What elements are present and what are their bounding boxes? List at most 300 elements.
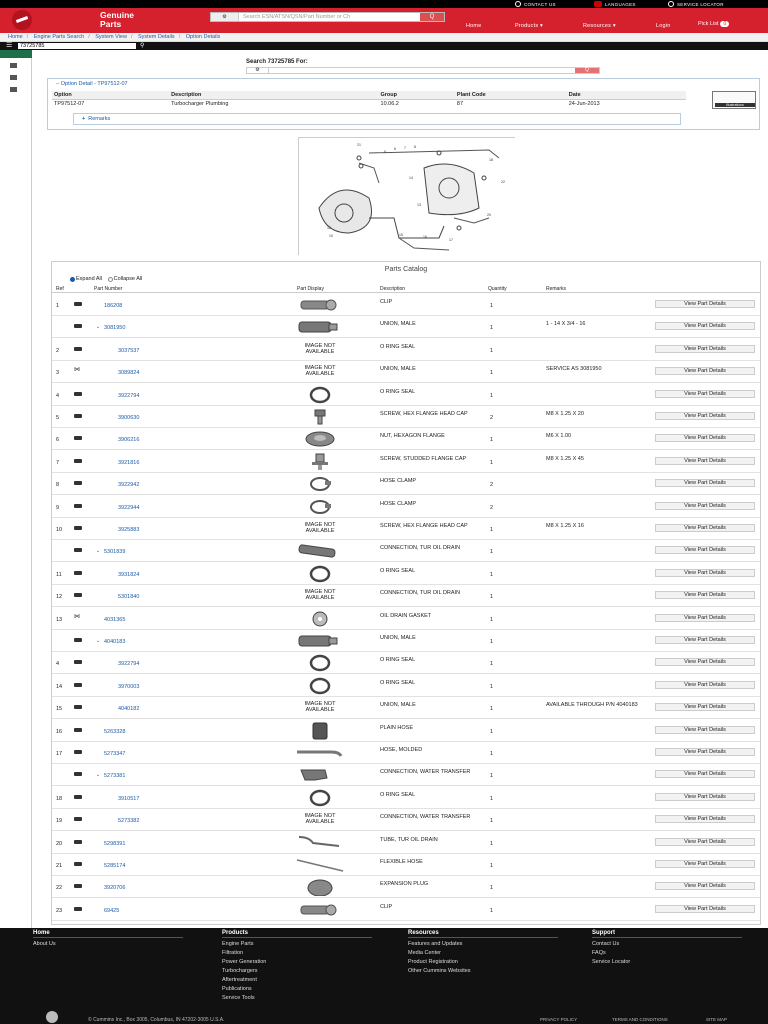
cart-icon[interactable] (10, 87, 17, 92)
parts-table-row (52, 652, 760, 674)
part-description: CLIP (380, 903, 393, 910)
part-number-link[interactable]: 5273382 (118, 818, 140, 825)
view-part-details-button[interactable]: View Part Details (655, 457, 755, 465)
part-image[interactable] (295, 878, 345, 896)
footer-heading[interactable]: Resources (408, 930, 558, 938)
part-description: O RING SEAL (380, 791, 416, 798)
nav-login[interactable]: Login (656, 23, 671, 29)
part-quantity: 1 (490, 594, 494, 601)
nav-products[interactable]: Products ▾ (515, 23, 544, 29)
part-number-link[interactable]: 4040183 (104, 639, 126, 645)
ref-number: 4 (56, 661, 60, 668)
document-icon[interactable] (10, 75, 17, 80)
part-number-link[interactable]: 4031365 (104, 616, 126, 623)
view-part-details-button[interactable]: View Part Details (655, 703, 755, 711)
breadcrumb-system-details[interactable]: System Details (138, 34, 175, 40)
part-description: CONNECTION, WATER TRANSFER (380, 769, 471, 776)
part-link-icon[interactable] (74, 436, 82, 440)
parts-table-row (52, 406, 760, 428)
search-for-box (246, 67, 600, 74)
part-number-link[interactable]: 3906216 (118, 437, 140, 444)
cummins-logo[interactable] (12, 10, 32, 30)
view-part-details-button[interactable]: View Part Details (655, 300, 755, 308)
part-number-link[interactable]: 3922794 (118, 392, 140, 399)
view-part-details-button[interactable]: View Part Details (655, 345, 755, 353)
col-part-number: Part Number (94, 286, 123, 292)
ref-number: 5 (56, 415, 60, 421)
service-locator-link[interactable]: SERVICE LOCATOR (668, 1, 724, 7)
part-link-icon[interactable] (74, 660, 82, 664)
collapse-all-radio[interactable] (108, 277, 113, 282)
part-number-link[interactable]: 5263328 (104, 728, 126, 735)
ref-number: 16 (56, 728, 63, 735)
footer-column (408, 930, 558, 974)
part-image[interactable] (295, 296, 345, 314)
col-quantity: Quantity (488, 286, 507, 292)
part-number-link[interactable]: 3910517 (118, 795, 140, 802)
part-number-link[interactable]: 3925883 (118, 527, 140, 533)
ring-icon (295, 386, 345, 404)
parts-table-row (52, 764, 760, 786)
option-table (52, 91, 686, 108)
part-image[interactable] (295, 498, 345, 516)
footer-link[interactable]: Publications (222, 986, 252, 992)
footer-link[interactable]: Turbochargers (222, 968, 258, 974)
part-link-icon[interactable] (74, 683, 82, 687)
part-description: O RING SEAL (380, 343, 416, 350)
parts-table-row (52, 675, 760, 697)
diagram-drawing (299, 138, 516, 256)
parts-table-row (52, 697, 760, 719)
image-not-available: IMAGE NOT AVAILABLE (304, 701, 336, 714)
ref-number: 11 (56, 571, 62, 578)
part-quantity: 2 (490, 504, 494, 511)
part-link-icon[interactable] (74, 571, 82, 575)
ref-number: 14 (56, 683, 63, 690)
part-link-icon[interactable] (74, 392, 82, 396)
part-quantity: 1 (490, 683, 494, 690)
view-part-details-button[interactable]: View Part Details (655, 502, 755, 510)
part-quantity: 1 (490, 706, 494, 713)
flex-icon (295, 856, 345, 874)
part-quantity: 1 (490, 527, 494, 533)
tube-icon (295, 744, 345, 762)
ref-number: 3 (56, 370, 60, 377)
view-part-details-button[interactable]: View Part Details (655, 434, 755, 442)
parts-table-row (52, 540, 760, 562)
image-not-available: IMAGE NOT AVAILABLE (304, 342, 336, 355)
part-number-link[interactable]: 3037537 (118, 347, 140, 354)
part-number-link[interactable]: 5301839 (104, 549, 126, 556)
part-description: SCREW, STUDDED FLANGE CAP (380, 455, 467, 462)
view-part-details-button[interactable]: View Part Details (655, 591, 755, 599)
view-part-details-button[interactable]: View Part Details (655, 658, 755, 666)
part-quantity: 1 (490, 907, 494, 914)
col-part-display: Part Display (297, 286, 324, 292)
footer-link[interactable]: Features and Updates (408, 941, 463, 947)
view-part-details-button[interactable]: View Part Details (655, 546, 755, 554)
part-image[interactable] (295, 386, 345, 404)
part-link-icon[interactable] (74, 504, 82, 508)
superseded-icon: ⋈ (74, 367, 80, 374)
view-part-details-button[interactable]: View Part Details (655, 524, 755, 532)
ref-number: 19 (56, 818, 63, 825)
breadcrumb-home[interactable]: Home (8, 34, 23, 40)
site-header (0, 8, 768, 33)
copyright: © Cummins Inc., Box 3005, Columbus, IN 47202-3005 U.S.A. (88, 1017, 225, 1023)
part-description: FLEXIBLE HOSE (380, 859, 423, 865)
part-link-icon[interactable] (74, 414, 82, 418)
part-link-icon[interactable] (74, 884, 82, 888)
parts-table-header (52, 286, 760, 293)
search-icon[interactable]: ⚲ (140, 43, 145, 49)
collapse-all-label: Collapse All (113, 276, 143, 282)
view-part-details-button[interactable]: View Part Details (655, 636, 755, 644)
footer-heading[interactable]: Products (222, 930, 372, 938)
part-quantity: 2 (490, 415, 494, 421)
footer-link[interactable]: Contact Us (592, 941, 620, 947)
parts-table-row (52, 361, 760, 383)
part-link-icon[interactable] (74, 526, 82, 530)
parts-table-row (52, 294, 760, 316)
parts-table-row (52, 787, 760, 809)
part-link-icon[interactable] (74, 705, 82, 709)
part-link-icon[interactable] (74, 772, 82, 776)
search-type-dropdown[interactable]: ⚙ (211, 13, 239, 21)
part-image[interactable] (295, 901, 345, 919)
part-number-link[interactable]: 3921816 (118, 459, 140, 466)
left-sidebar (0, 50, 32, 928)
view-part-details-button[interactable]: View Part Details (655, 367, 755, 375)
part-image[interactable] (295, 318, 345, 336)
footer-link[interactable]: Filtration (222, 950, 244, 956)
view-part-details-button[interactable]: View Part Details (655, 322, 755, 330)
parts-catalog-title: Parts Catalog (384, 266, 428, 273)
part-quantity: 1 (490, 549, 494, 556)
view-part-details-button[interactable]: View Part Details (655, 390, 755, 398)
hose-icon (295, 722, 345, 740)
part-description: UNION, MALE (380, 702, 416, 709)
callout-label: 18 (489, 158, 493, 162)
pick-list-count: 0 (720, 21, 729, 27)
parts-table-row (52, 809, 760, 831)
view-part-details-button[interactable]: View Part Details (655, 569, 755, 577)
search-button[interactable]: Q (420, 13, 444, 21)
gasket-icon (295, 610, 345, 628)
part-image[interactable] (295, 453, 345, 471)
part-number-link[interactable]: 3089824 (118, 370, 140, 377)
part-description: O RING SEAL (380, 388, 416, 395)
nav-home[interactable]: Home (466, 23, 482, 29)
part-image[interactable] (295, 744, 345, 762)
part-number-link[interactable]: 5301840 (118, 594, 140, 601)
part-link-icon[interactable] (74, 593, 82, 597)
chevron-down-icon[interactable]: ⌄ (96, 324, 101, 331)
part-number-link[interactable]: 5273347 (104, 751, 126, 757)
part-link-icon[interactable] (74, 459, 82, 463)
part-image[interactable] (295, 565, 345, 583)
part-image[interactable] (295, 789, 345, 807)
site-footer (0, 928, 768, 1024)
collapse-icon: − (56, 81, 61, 87)
part-link-icon[interactable] (74, 347, 82, 351)
part-number-link[interactable]: 3922942 (118, 482, 140, 489)
part-image[interactable] (295, 632, 345, 650)
view-part-details-button[interactable]: View Part Details (655, 793, 755, 801)
ref-number: 7 (56, 459, 60, 466)
menu-icon[interactable]: ☰ (6, 42, 13, 49)
footer-link[interactable]: Product Registration (408, 959, 458, 965)
part-description: SCREW, HEX FLANGE HEAD CAP (380, 411, 468, 417)
flag-icon (594, 1, 602, 7)
search-input[interactable]: Search ESN/ATSN/QSN/Part Number or Ch (243, 14, 351, 20)
utility-bar (0, 0, 768, 8)
footer-link[interactable]: Service Locator (592, 959, 631, 965)
conn-icon (295, 542, 345, 560)
part-quantity: 2 (490, 482, 494, 489)
col-option: Option (52, 91, 169, 100)
parts-table-row (52, 832, 760, 854)
footer-link[interactable]: Power Generation (222, 959, 267, 965)
part-image[interactable] (295, 408, 345, 426)
part-image[interactable] (295, 475, 345, 493)
footer-heading[interactable]: Home (33, 930, 183, 938)
ref-number: 4 (56, 392, 60, 399)
part-quantity: 1 (490, 459, 494, 466)
footer-link[interactable]: FAQs (592, 950, 606, 956)
part-link-icon[interactable] (74, 638, 82, 642)
chevron-down-icon[interactable]: ⌄ (96, 772, 101, 779)
parts-table-row (52, 854, 760, 876)
part-remarks: SERVICE AS 3081950 (546, 366, 602, 373)
view-part-details-button[interactable]: View Part Details (655, 815, 755, 823)
parts-table-row (52, 339, 760, 361)
part-quantity: 1 (490, 571, 494, 578)
part-number-link[interactable]: 3922944 (118, 504, 140, 511)
part-number-link[interactable]: 5285174 (104, 863, 126, 869)
ring-icon (295, 654, 345, 672)
ref-number: 23 (56, 907, 63, 914)
part-description: HOSE CLAMP (380, 500, 417, 507)
part-image[interactable] (295, 430, 345, 448)
parts-table-row (52, 473, 760, 495)
exploded-diagram[interactable] (298, 137, 515, 255)
esn-search-input[interactable]: 73725785 (18, 43, 136, 49)
part-image[interactable] (295, 677, 345, 695)
part-number-link[interactable]: 5273381 (104, 773, 126, 780)
parts-catalog (51, 261, 761, 925)
chevron-down-icon[interactable]: ⌄ (96, 548, 101, 555)
contact-us-link[interactable]: CONTACT US (515, 1, 556, 7)
image-not-available: IMAGE NOT AVAILABLE (304, 522, 336, 534)
view-part-details-button[interactable]: View Part Details (655, 748, 755, 756)
chevron-down-icon: ▾ (612, 23, 616, 29)
footer-link[interactable]: Media Center (408, 950, 442, 956)
view-part-details-button[interactable]: View Part Details (655, 860, 755, 868)
part-link-icon[interactable] (74, 750, 82, 754)
brand-title: Genuine Parts (100, 10, 135, 29)
parts-table-row (52, 720, 760, 742)
view-part-details-button[interactable]: View Part Details (655, 905, 755, 913)
plant-code-value: 87 (456, 101, 464, 107)
parts-table-row (52, 585, 760, 607)
screw-icon (295, 408, 345, 426)
view-part-details-button[interactable]: View Part Details (655, 681, 755, 689)
ref-number: 21 (56, 863, 63, 869)
callout-label: 17 (449, 238, 453, 242)
callout-label: 14 (409, 176, 413, 180)
plus-icon: + (82, 116, 86, 122)
breadcrumb-system-view[interactable]: System View (95, 34, 127, 40)
expand-all-radio[interactable] (70, 277, 75, 282)
parts-table-row (52, 384, 760, 406)
part-number-link[interactable]: 3970003 (118, 683, 140, 690)
footer-link[interactable]: Service Tools (222, 995, 255, 1001)
pick-list-button[interactable]: Pick List 0 (698, 21, 729, 27)
part-image[interactable] (295, 856, 345, 874)
privacy-policy-link[interactable]: PRIVACY POLICY (540, 1017, 578, 1022)
view-part-details-button[interactable]: View Part Details (655, 770, 755, 778)
callout-label: 8 (414, 145, 416, 149)
part-number-link[interactable]: 3900630 (118, 415, 140, 421)
view-part-details-button[interactable]: View Part Details (655, 838, 755, 846)
remarks-toggle[interactable]: + Remarks (73, 113, 681, 125)
ref-number: 9 (56, 504, 60, 511)
sidebar-active-tab[interactable] (0, 50, 32, 58)
part-number-link[interactable]: 3920706 (104, 885, 126, 892)
part-description: UNION, MALE (380, 321, 416, 328)
part-link-icon[interactable] (74, 862, 82, 866)
part-quantity: 1 (490, 863, 494, 869)
clip-icon (295, 901, 345, 919)
languages-link[interactable]: LANGUAGES (594, 1, 636, 7)
site-map-link[interactable]: SITE MAP (706, 1017, 728, 1022)
parts-table-row (52, 428, 760, 450)
part-link-icon[interactable] (74, 324, 82, 328)
ref-number: 22 (56, 885, 63, 892)
footer-column (33, 930, 183, 947)
list-icon[interactable] (10, 63, 17, 68)
part-description: UNION, MALE (380, 366, 416, 373)
part-link-icon[interactable] (74, 302, 82, 306)
parts-table-row (52, 742, 760, 764)
part-quantity: 1 (490, 303, 494, 309)
footer-link[interactable]: Other Cummins Websites (408, 968, 471, 974)
part-description: HOSE CLAMP (380, 478, 417, 485)
callout-label: 22 (501, 180, 505, 184)
part-description: TUBE, TUR OIL DRAIN (380, 836, 438, 843)
part-number-link[interactable]: 3931824 (118, 571, 140, 578)
cummins-footer-logo[interactable] (46, 1011, 58, 1023)
view-part-details-button[interactable]: View Part Details (655, 412, 755, 420)
description-value: Turbocharger Plumbing (171, 101, 229, 107)
stud-icon (295, 453, 345, 471)
part-link-icon[interactable] (74, 840, 82, 844)
footer-link[interactable]: Engine Parts (222, 941, 254, 947)
part-link-icon[interactable] (74, 795, 82, 799)
search-scope-dropdown[interactable]: ⚙ (247, 68, 269, 73)
callout-label: 10 (329, 234, 333, 238)
option-value: TP97512-07 (54, 101, 85, 107)
view-part-details-button[interactable]: View Part Details (655, 614, 755, 622)
part-remarks: M8 X 1.25 X 16 (546, 523, 584, 529)
part-image[interactable] (295, 610, 345, 628)
part-link-icon[interactable] (74, 728, 82, 732)
ring-icon (295, 789, 345, 807)
footer-link[interactable]: Aftertreatment (222, 977, 257, 983)
view-part-details-button[interactable]: View Part Details (655, 726, 755, 734)
part-number-link[interactable]: 3922794 (118, 661, 140, 668)
part-description: NUT, HEXAGON FLANGE (380, 433, 445, 440)
part-image[interactable] (295, 542, 345, 560)
col-group: Group (379, 91, 455, 100)
ref-number: 17 (56, 751, 63, 757)
breadcrumb-engine-parts-search[interactable]: Engine Parts Search (33, 34, 85, 40)
part-number-link[interactable]: 5298391 (104, 840, 126, 847)
part-link-icon[interactable] (74, 481, 82, 485)
image-not-available: IMAGE NOT AVAILABLE (304, 365, 336, 378)
part-link-icon[interactable] (74, 907, 82, 911)
view-part-details-button[interactable]: View Part Details (655, 479, 755, 487)
footer-link[interactable]: About Us (33, 941, 56, 947)
header-search (210, 12, 445, 22)
callout-label: 6 (394, 147, 396, 151)
terms-link[interactable]: TERMS AND CONDITIONS (612, 1017, 668, 1022)
chevron-down-icon[interactable]: ⌄ (96, 638, 101, 644)
callout-label: 13 (417, 203, 421, 207)
part-quantity: 1 (490, 325, 494, 332)
option-detail-title[interactable]: − Option Detail - TP97512-07 (56, 81, 128, 87)
phone-icon (515, 1, 521, 7)
clamp-icon (295, 475, 345, 493)
part-link-icon[interactable] (74, 817, 82, 821)
part-link-icon[interactable] (74, 548, 82, 552)
part-description: O RING SEAL (380, 679, 416, 686)
part-quantity: 1 (490, 661, 494, 668)
footer-heading[interactable]: Support (592, 930, 742, 938)
ref-number: 1 (56, 303, 60, 309)
ref-number: 15 (56, 706, 63, 713)
parts-table-row (52, 899, 760, 921)
part-image[interactable] (295, 722, 345, 740)
search-for-button[interactable]: Q (575, 68, 599, 73)
part-quantity: 1 (490, 616, 494, 623)
expand-all-label: Expand All (76, 276, 102, 282)
part-image[interactable] (295, 654, 345, 672)
callout-label: 12 (327, 226, 331, 230)
part-number-link[interactable]: 3081950 (104, 325, 126, 332)
view-part-details-button[interactable]: View Part Details (655, 882, 755, 890)
part-quantity: 1 (490, 728, 494, 735)
illustration-thumbnail[interactable]: Illustrations (712, 91, 756, 109)
part-image[interactable] (295, 834, 345, 852)
part-number-link[interactable]: 69425 (104, 907, 120, 914)
part-description: HOSE, MOLDED (380, 747, 423, 753)
nav-resources[interactable]: Resources ▾ (583, 23, 616, 29)
image-not-available: IMAGE NOT AVAILABLE (304, 813, 336, 826)
ring-icon (295, 565, 345, 583)
part-number-link[interactable]: 4040182 (118, 706, 140, 713)
part-image[interactable] (295, 766, 345, 784)
part-quantity: 1 (490, 639, 494, 645)
part-description: PLAIN HOSE (380, 724, 414, 731)
part-description: O RING SEAL (380, 567, 416, 574)
col-plant-code: Plant Code (455, 91, 567, 100)
union-icon (295, 318, 345, 336)
col-ref: Ref (56, 286, 64, 292)
parts-table-row (52, 496, 760, 518)
part-number-link[interactable]: 186208 (104, 303, 123, 309)
